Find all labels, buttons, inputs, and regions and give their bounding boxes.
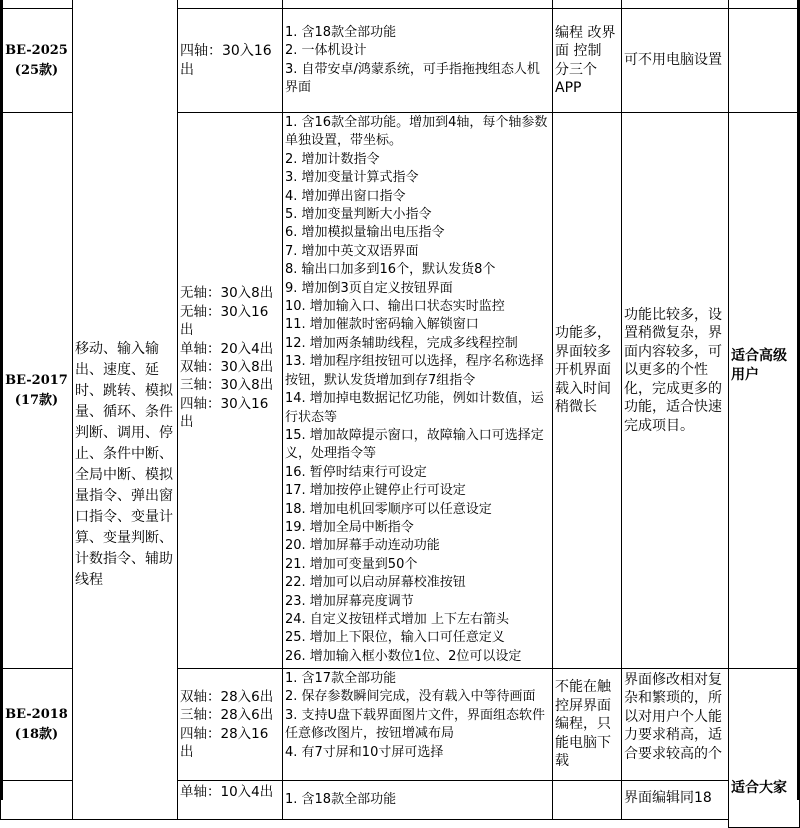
feature-item: 20. 增加屏幕手动连动功能 — [285, 538, 440, 554]
table-cell-io-2018 — [177, 668, 283, 781]
model-sub: (18款) — [14, 726, 59, 742]
io-spec: 单轴：20入4出 — [180, 340, 274, 357]
io-spec: 无轴：30入16出 — [180, 303, 269, 339]
feature-item: 3. 增加变量计算式指令 — [285, 170, 419, 186]
model-sub: (25款) — [14, 62, 59, 78]
model-name: BE-2025 — [5, 42, 68, 58]
io-spec: 四轴：28入16出 — [180, 725, 269, 760]
feature-item: 1. 含18款全部功能 — [285, 24, 397, 40]
feature-item: 24. 自定义按钮样式增加 上下左右箭头 — [285, 611, 509, 627]
feature-item: 25. 增加上下限位，输入口可任意定义 — [285, 630, 505, 646]
feature-item: 13. 增加程序组按钮可以选择，程序名称选择按钮，默认发货增加到存7组指令 — [285, 354, 544, 388]
notes-text: 界面修改相对复杂和繁琐的，所以对用户个人能力要求稍高，适合要求较高的个 — [624, 672, 722, 762]
table-cell-notes-2025 — [621, 8, 729, 113]
feature-item: 6. 增加模拟量输出电压指令 — [285, 225, 445, 241]
table-cell-notes-2017 — [621, 112, 729, 669]
feature-item: 1. 含18款全部功能 — [285, 792, 397, 807]
feature-item: 23. 增加屏幕亮度调节 — [285, 593, 414, 609]
feature-item: 2. 一体机设计 — [285, 43, 367, 59]
model-name: BE-2018 — [5, 706, 68, 722]
feature-item: 1. 含16款全部功能。增加到4轴，每个轴参数单独设置，带坐标。 — [285, 115, 548, 149]
io-spec: 无轴：30入8出 — [180, 285, 274, 302]
table-cell-model-2018 — [0, 668, 73, 781]
table-cell-io-2025 — [177, 8, 283, 113]
io-spec: 四轴：30入16出 — [180, 395, 269, 431]
io-spec: 双轴：28入6出 — [180, 688, 274, 705]
io-spec: 四轴：30入16出 — [180, 43, 272, 78]
feature-item: 12. 增加两条辅助线程，完成多线程控制 — [285, 335, 518, 351]
table-cell-features-next — [282, 780, 553, 820]
feature-item: 4. 增加弹出窗口指令 — [285, 188, 406, 204]
table-cell-model-2017 — [0, 112, 73, 669]
feature-item: 18. 增加电机回零顺序可以任意设定 — [285, 501, 492, 517]
io-spec: 单轴：10入4出 — [180, 784, 274, 800]
editing-text: 功能多，界面较多开机界面载入时间稍微长 — [555, 325, 611, 416]
model-name: BE-2017 — [5, 372, 68, 388]
feature-item: 3. 自带安卓/鸿蒙系统，可手指拖拽组态人机界面 — [285, 61, 540, 95]
table-cell-model-2025 — [0, 8, 73, 113]
table-cell-audience-2025 — [728, 8, 800, 113]
table-cell-model-next — [0, 780, 73, 820]
feature-item: 3. 支持U盘下载界面图片文件，界面组态软件任意修改图片，按钮增减布局 — [285, 707, 546, 742]
feature-item: 2. 保存参数瞬间完成，没有载入中等待画面 — [285, 689, 536, 705]
feature-item: 4. 有7寸屏和10寸屏可选择 — [285, 744, 444, 760]
table-cell-audience-2018 — [728, 668, 800, 828]
feature-item: 1. 含17款全部功能 — [285, 671, 397, 686]
table-cell-notes-next — [621, 780, 729, 820]
feature-item: 15. 增加故障提示窗口，故障输入口可选择定义，处理指令等 — [285, 427, 544, 462]
io-spec: 双轴：30入8出 — [180, 359, 274, 375]
table-cell-editing-next — [552, 780, 622, 820]
audience-text: 适合大家 — [731, 779, 787, 796]
table-cell-features-2018 — [282, 668, 553, 781]
table-cell-audience-2017 — [728, 112, 800, 669]
notes-text: 功能比较多，设置稍微复杂，界面内容较多，可以更多的个性化，完成更多的功能，适合快速完成项目。 — [624, 307, 722, 434]
table-cell-features-2017 — [282, 112, 553, 669]
editing-text: 编程 改界面 控制 分三个APP — [555, 24, 616, 96]
table-cell-editing-2018 — [552, 668, 622, 781]
feature-item: 21. 增加可变量到50个 — [285, 556, 418, 572]
feature-item: 17. 增加按停止键停止行可设定 — [285, 483, 466, 499]
io-spec: 三轴：30入8出 — [180, 377, 274, 394]
table-cell-io-next — [177, 780, 283, 820]
feature-item: 7. 增加中英文双语界面 — [285, 243, 419, 259]
table-cell-editing-2025 — [552, 8, 622, 113]
audience-text: 适合高级用户 — [731, 348, 787, 383]
feature-item: 11. 增加催款时密码输入解锁窗口 — [285, 317, 479, 333]
feature-item: 2. 增加计数指令 — [285, 151, 380, 167]
feature-item: 19. 增加全局中断指令 — [285, 519, 414, 535]
io-spec: 三轴：28入6出 — [180, 707, 274, 724]
notes-text: 可不用电脑设置 — [624, 52, 722, 69]
feature-item: 22. 增加可以启动屏幕校准按钮 — [285, 575, 466, 591]
instructions-text: 移动、输入输出、速度、延时、跳转、模拟量、循环、条件判断、调用、停止、条件中断、全局中断、模拟量指令、弹出窗口指令、变量计算、变量判断、计数指令、辅助线程 — [75, 341, 173, 588]
feature-item: 8. 输出口加多到16个，默认发货8个 — [285, 262, 496, 278]
feature-item: 5. 增加变量判断大小指令 — [285, 207, 432, 223]
feature-item: 9. 增加倒3页自定义按钮界面 — [285, 280, 453, 296]
table-cell-features-2025 — [282, 8, 553, 113]
feature-item: 16. 暂停时结束行可设定 — [285, 464, 427, 480]
table-cell-instructions — [72, 0, 178, 820]
feature-item: 14. 增加掉电数据记忆功能，例如计数值，运行状态等 — [285, 391, 544, 425]
table-cell-notes-2018 — [621, 668, 729, 781]
table-cell-editing-2017 — [552, 112, 622, 669]
feature-item: 26. 增加输入框小数位1位、2位可以设定 — [285, 648, 522, 664]
model-sub: (17款) — [14, 392, 59, 408]
feature-item: 10. 增加输入口、输出口状态实时监控 — [285, 299, 505, 315]
notes-text: 界面编辑同18 — [624, 790, 712, 806]
table-cell-io-2017 — [177, 112, 283, 669]
editing-text: 不能在触控屏界面编程，只能电脑下载 — [555, 679, 611, 770]
